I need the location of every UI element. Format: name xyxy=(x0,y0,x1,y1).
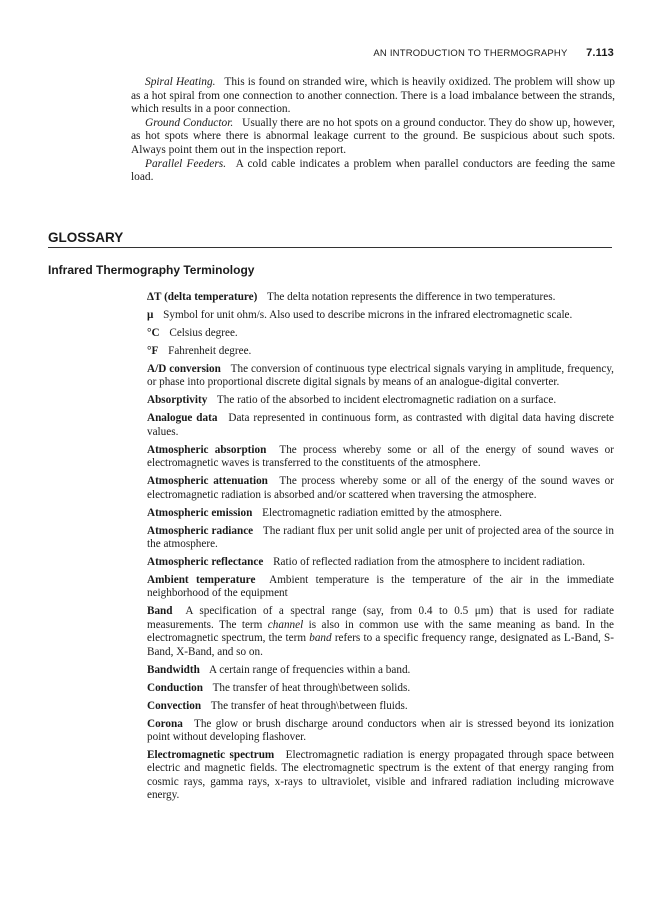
definition xyxy=(147,605,614,657)
term: Atmospheric radiance xyxy=(147,524,254,537)
definition: Electromagnetic radiation emitted by the atmosphere. xyxy=(262,506,502,519)
glossary-list xyxy=(147,291,614,807)
definition: Electromagnetic radiation is energy propagated through space between electric and magnetic fields. The electromagnetic spectrum is the extent of that energy ranging from cosmic rays, gamma rays, x-rays to ultraviolet, visible and infrared radiation including microwave energy. xyxy=(147,749,614,802)
term: Analogue data xyxy=(147,412,218,425)
term: ΔT (delta temperature) xyxy=(147,291,258,303)
term: μ xyxy=(147,309,154,321)
glossary-entry xyxy=(147,682,614,695)
glossary-entry xyxy=(147,345,614,358)
term: °C xyxy=(147,327,160,339)
term: Band xyxy=(147,605,173,618)
glossary-entry xyxy=(147,444,614,471)
term: Ambient temperature xyxy=(147,574,256,587)
term: Electromagnetic spectrum xyxy=(147,749,275,762)
definition: The ratio of the absorbed to incident electromagnetic radiation on a surface. xyxy=(216,394,557,407)
paragraph-label: Parallel Feeders. xyxy=(145,157,227,170)
glossary-entry xyxy=(147,394,614,407)
definition-emphasis: band xyxy=(309,632,332,645)
definition: The process whereby some or all of the energy of sound waves or electromagnetic waves is transferred to the constituents of the atmosphere. xyxy=(147,443,614,470)
definition: Fahrenheit degree. xyxy=(168,345,252,357)
paragraph-text: This is found on stranded wire, which is heavily oxidized. The problem will show up as a hot spiral from one connection to another connection. There is a load imbalance between the strands, which results in a poor connection. xyxy=(131,76,615,116)
definition: Celsius degree. xyxy=(169,327,238,339)
term: Atmospheric reflectance xyxy=(147,556,264,569)
term: Atmospheric absorption xyxy=(147,443,267,456)
definition: The glow or brush discharge around conductors when air is stressed beyond its ionization point without developing flashover. xyxy=(147,717,614,744)
definition: A certain range of frequencies within a band. xyxy=(209,663,411,676)
definition-part: is also in common use with the same meaning as band. In the electromagnetic spectrum, the term xyxy=(147,618,615,645)
intro-section xyxy=(131,76,615,185)
paragraph xyxy=(131,76,615,117)
term: Bandwidth xyxy=(147,663,200,676)
glossary-entry xyxy=(147,363,614,390)
glossary-entry xyxy=(147,574,614,601)
definition-emphasis: channel xyxy=(267,618,304,631)
glossary-entry xyxy=(147,327,614,340)
glossary-entry xyxy=(147,412,614,439)
definition: Ambient temperature is the temperature of the air in the immediate neighborhood of the equipment xyxy=(147,574,614,600)
glossary-entry xyxy=(147,664,614,677)
definition-part: A specification of a spectral range (say, from 0.4 to 0.5 μm) that is used for radiate measurements. The term xyxy=(147,605,614,631)
paragraph-label: Spiral Heating. xyxy=(145,76,216,88)
definition: The process whereby some or all of the energy of the sound waves or electromagnetic radiation is absorbed and/or scattered when traversing the atmosphere. xyxy=(147,475,614,501)
running-header xyxy=(373,47,614,59)
glossary-entry xyxy=(147,291,614,304)
term: A/D conversion xyxy=(147,363,221,375)
definition: Data represented in continuous form, as contrasted with digital data having discrete values. xyxy=(147,412,615,438)
glossary-heading: GLOSSARY xyxy=(48,230,612,248)
definition: Symbol for unit ohm/s. Also used to describe microns in the infrared electromagnetic scale. xyxy=(163,309,573,321)
term: Convection xyxy=(147,699,202,712)
glossary-subheading: Infrared Thermography Terminology xyxy=(48,263,255,277)
chapter-title: AN INTRODUCTION TO THERMOGRAPHY xyxy=(373,48,568,59)
glossary-entry xyxy=(147,475,614,502)
glossary-entry xyxy=(147,605,614,659)
definition: Ratio of reflected radiation from the atmosphere to incident radiation. xyxy=(273,556,585,569)
glossary-entry xyxy=(147,749,614,803)
term: Corona xyxy=(147,717,183,730)
glossary-entry xyxy=(147,507,614,520)
glossary-entry xyxy=(147,718,614,745)
paragraph-text: Usually there are no hot spots on a ground conductor. They do show up, however, as hot spots where there is abnormal leakage current to the ground. Be suspicious about such spots. Always point them out in the inspection report. xyxy=(131,116,615,156)
paragraph xyxy=(131,158,615,185)
paragraph-text: A cold cable indicates a problem when parallel conductors are feeding the same load. xyxy=(131,157,616,184)
definition: The transfer of heat through\between fluids. xyxy=(210,699,408,712)
page-number: 7.113 xyxy=(586,47,614,59)
term: °F xyxy=(147,345,159,357)
definition: The delta notation represents the difference in two temperatures. xyxy=(266,291,556,303)
glossary-entry xyxy=(147,309,614,322)
paragraph xyxy=(131,117,615,158)
definition: The radiant flux per unit solid angle per unit of projected area of the source in the atmosphere. xyxy=(147,524,614,551)
glossary-entry xyxy=(147,525,614,552)
term: Absorptivity xyxy=(147,394,208,407)
term: Conduction xyxy=(147,681,203,694)
term: Atmospheric emission xyxy=(147,506,253,519)
glossary-entry xyxy=(147,700,614,713)
definition: The conversion of continuous type electrical signals varying in amplitude, frequency, or phase into proportional discrete digital signals by means of an analogue-digital converter. xyxy=(147,363,614,389)
term: Atmospheric attenuation xyxy=(147,475,268,488)
definition: The transfer of heat through\between solids. xyxy=(212,681,411,694)
paragraph-label: Ground Conductor. xyxy=(145,116,234,129)
definition-part: refers to a specific frequency range, designated as L-Band, S-Band, X-Band, and so on. xyxy=(147,632,614,658)
glossary-entry xyxy=(147,556,614,569)
